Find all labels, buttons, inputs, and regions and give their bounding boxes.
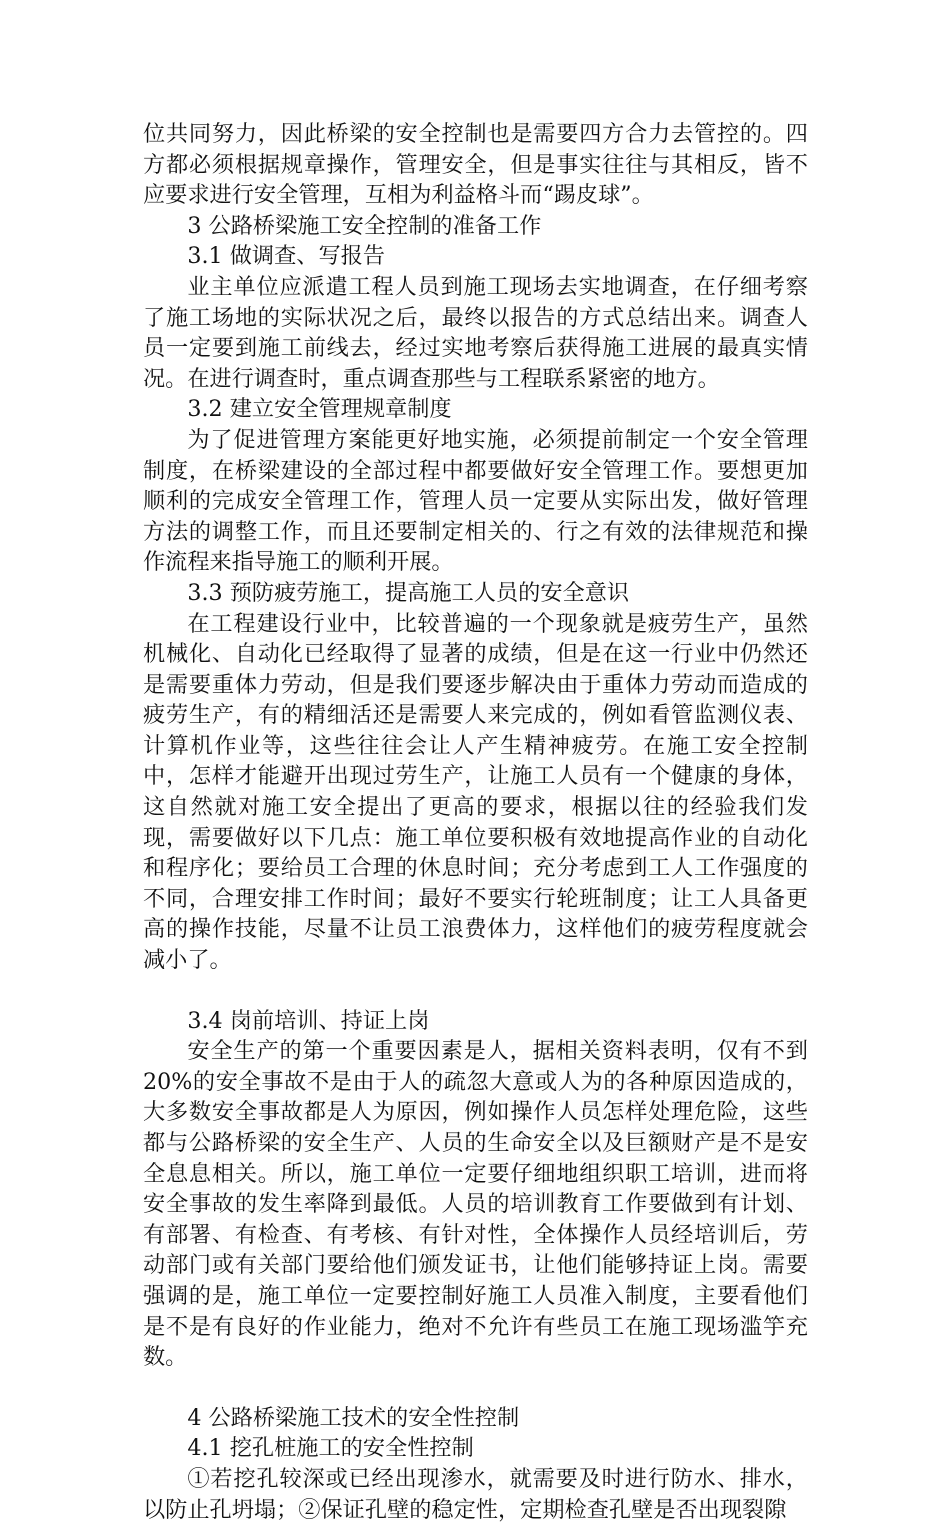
heading-section-3-4: 3.4 岗前培训、持证上岗 <box>187 1007 430 1034</box>
paragraph-intro: 位共同努力，因此桥梁的安全控制也是需要四方合力去管控的。四方都必须根据规章操作，管理安全，但是事实往往与其相反，皆不应要求进行安全管理，互相为利益格斗而“踢皮球”。 <box>143 121 808 209</box>
heading-section-4: 4 公路桥梁施工技术的安全性控制 <box>187 1404 520 1431</box>
heading-section-4-1: 4.1 挖孔桩施工的安全性控制 <box>187 1435 474 1462</box>
heading-section-3-1: 3.1 做调查、写报告 <box>187 243 386 270</box>
heading-section-3: 3 公路桥梁施工安全控制的准备工作 <box>187 212 542 239</box>
paragraph-spacer <box>143 1373 808 1403</box>
paragraph-4-1: ①若挖孔较深或已经出现渗水，就需要及时进行防水、排水，以防止孔坍塌；②保证孔壁的稳定性，定期检查孔壁是否出现裂隙 <box>143 1465 808 1523</box>
paragraph-3-4: 安全生产的第一个重要因素是人，据相关资料表明，仅有不到20%的安全事故不是由于人的疏忽大意或人为的各种原因造成的，大多数安全事故都是人为原因，例如操作人员怎样处理危险，这些都与公路桥梁的安全生产、人员的生命安全以及巨额财产是不是安全息息相关。所以，施工单位一定要仔细地组织职工培训，进而将安全事故的发生率降到最低。人员的培训教育工作要做到有计划、有部署、有检查、有考核、有针对性，全体操作人员经培训后，劳动部门或有关部门要给他们颁发证书，让他们能够持证上岗。需要强调的是，施工单位一定要控制好施工人员准入制度，主要看他们是不是有良好的作业能力，绝对不允许有些员工在施工现场滥竽充数。 <box>143 1038 808 1371</box>
heading-section-3-2: 3.2 建立安全管理规章制度 <box>187 396 452 423</box>
paragraph-3-3: 在工程建设行业中，比较普遍的一个现象就是疲劳生产，虽然机械化、自动化已经取得了显著的成绩，但是在这一行业中仍然还是需要重体力劳动，但是我们要逐步解决由于重体力劳动而造成的疲劳生产，有的精细活还是需要人来完成的，例如看管监测仪表、计算机作业等，这些往往会让人产生精神疲劳。在施工安全控制中，怎样才能避开出现过劳生产，让施工人员有一个健康的身体，这自然就对施工安全提出了更高的要求，根据以往的经验我们发现，需要做好以下几点：施工单位要积极有效地提高作业的自动化和程序化；要给员工合理的休息时间；充分考虑到工人工作强度的不同，合理安排工作时间；最好不要实行轮班制度；让工人具备更高的操作技能，尽量不让员工浪费体力，这样他们的疲劳程度就会减小了。 <box>143 610 808 974</box>
paragraph-spacer <box>143 976 808 1006</box>
document-page <box>143 119 808 1525</box>
paragraph-3-1: 业主单位应派遣工程人员到施工现场去实地调查，在仔细考察了施工场地的实际状况之后，最终以报告的方式总结出来。调查人员一定要到施工前线去，经过实地考察后获得施工进展的最真实情况。在进行调查时，重点调查那些与工程联系紧密的地方。 <box>143 273 808 392</box>
heading-section-3-3: 3.3 预防疲劳施工，提高施工人员的安全意识 <box>187 579 630 606</box>
paragraph-3-2: 为了促进管理方案能更好地实施，必须提前制定一个安全管理制度，在桥梁建设的全部过程中都要做好安全管理工作。要想更加顺利的完成安全管理工作，管理人员一定要从实际出发，做好管理方法的调整工作，而且还要制定相关的、行之有效的法律规范和操作流程来指导施工的顺利开展。 <box>143 426 808 576</box>
